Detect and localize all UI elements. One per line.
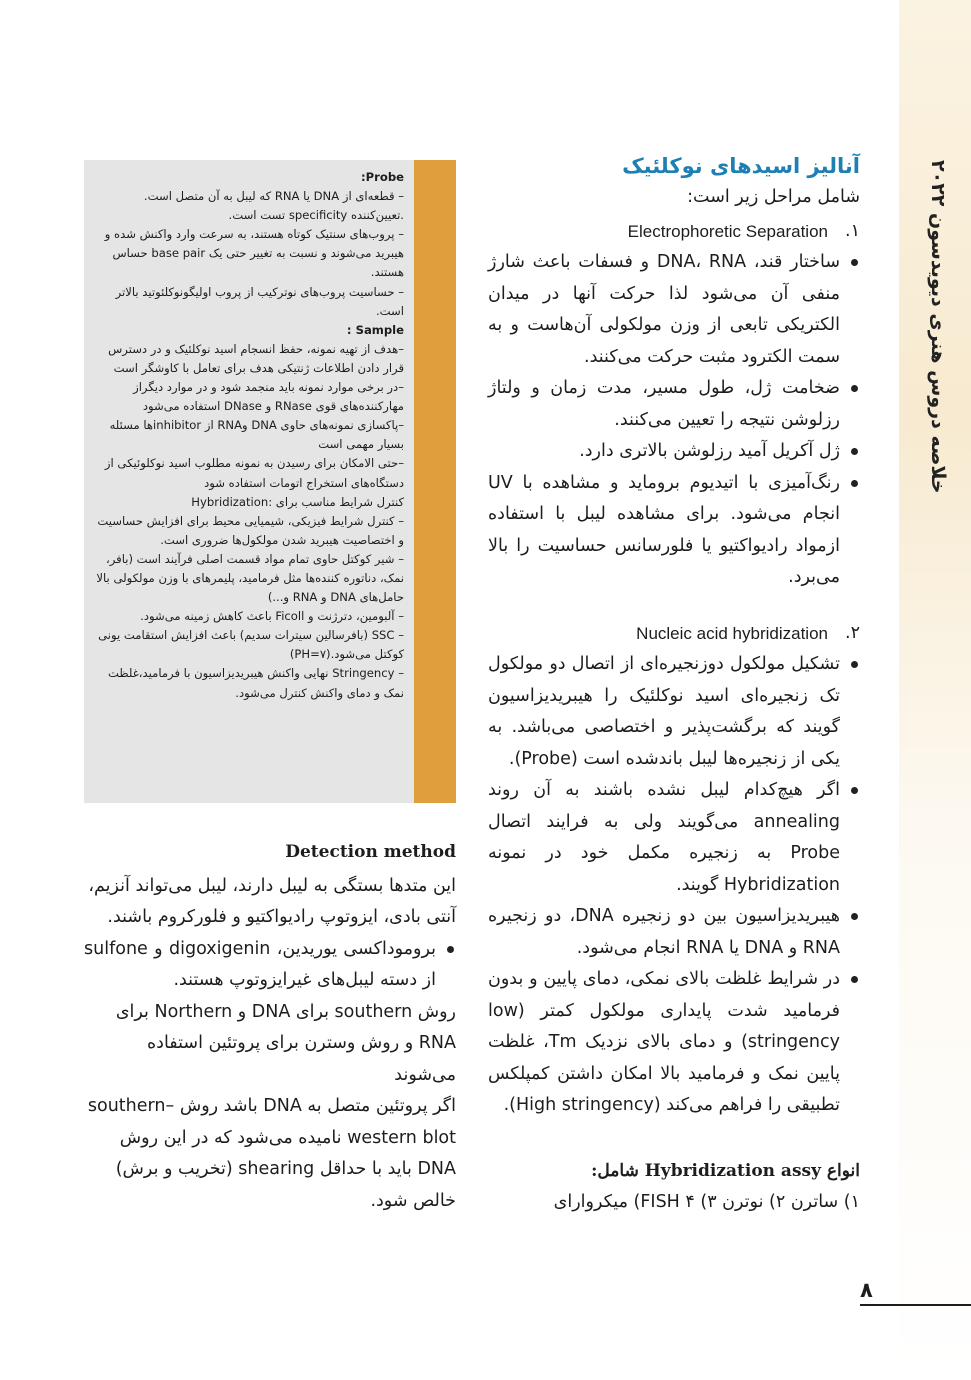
info-box	[84, 160, 456, 803]
bullet-list	[488, 247, 860, 594]
footer-rule	[860, 1304, 971, 1306]
box-line: کنترل شرایط مناسب برای :Hybridization	[191, 494, 404, 509]
section-title: آنالیز اسیدهای نوکلئیک	[622, 154, 860, 178]
detection-paragraph: روش southern برای DNA و Northern برای RNA و روش وسترن برای پروتئین استفاده می‌شوند	[115, 1001, 456, 1085]
types-list: ۱) ساترن ۲) نوترن ۳) FISH ۴) میکروارای	[553, 1192, 860, 1212]
box-line: – Stringency نهایی واکنش هیبریدیزاسیون با فرمامید،غلظت نمک و دمای واکنش کنترل می‌شود.	[107, 666, 404, 700]
box-line: –هدف از تهیه نمونه، حفظ انسجام اسید نوکلئیک و در دسترس قرار دادن اطلاعات ژنتیکی هدف برای تعامل با کاوشگر است	[108, 341, 404, 375]
box-line: – کنترل شرایط فیزیکی، شیمیایی محیط برای افزایش حساسیت و اختصاصیت هیبرید شدن مولکول‌ها ضروری است.	[97, 513, 404, 547]
bullet-list	[488, 649, 860, 1122]
box-accent-bar	[414, 160, 456, 803]
detection-paragraph: اگر پروتئین متصل به DNA باشد روش southern–western blot نامیده می‌شود که در این روش DNA باید با حداقل shearing (تخریب و برش) خالص شود.	[87, 1096, 456, 1211]
side-banner	[899, 0, 971, 1380]
step-title: Nucleic acid hybridization	[636, 623, 828, 643]
detection-intro: این متدها بستگی به لیبل دارند، لیبل می‌تواند آنزیم، آنتی بادی، ایزوتوپ رادیواکتیو و فلورکروم باشند.	[88, 875, 456, 927]
box-line: – حساسیت پروب‌های نوترکیب از پروب اولیگونوکلئوتید بالاتر است.	[115, 284, 404, 318]
book-title: خلاصه دروس هنری دیویدسون ۲۰۲۲	[927, 160, 949, 494]
box-line: – SSC (بافرسالین سیترات سدیم) باعث افزایش استقامت یونی کوکتل می‌شود.(PH=۷)	[98, 628, 404, 662]
box-line: –پاکسازی نمونه‌های حاوی DNA وRNA از inhibitorها مسئله بسیار مهمی است	[109, 418, 404, 452]
box-line: – پروب‌های سنتیک کوتاه هستند، به سرعت وارد واکنش شده و هیبرید می‌شوند و نسبت به تغییر حتی یک base pair حساس هستند.	[104, 227, 404, 280]
probe-heading: Probe:	[361, 170, 404, 184]
box-line: – شیر کوکتل حاوی تمام مواد قسمت اصلی فرآیند است (بافر، نمک، دناتوره کننده‌ها مثل فرمامید، پلیمرهای با وزن مولکولی بالا حامل‌های DNA و RNA و...)	[96, 551, 404, 605]
list-item: در شرایط غلظت بالای نمکی، دمای پایین و بدون فرمامید شدت پایداری مولکول کمتر (low stringency) و دمای بالای نزدیک Tm، غلظت پایین نمک و فرمامید بالا امکان داشتن کمپلکس تطبیقی را فراهم می‌کند (High stringency).	[488, 964, 840, 1122]
box-line: – آلبومین، دترژنت و Ficoll باعث کاهش زمینه می‌شود.	[140, 609, 404, 624]
list-item: هیبریدیزاسیون بین دو زنجیره DNA، دو زنجیره RNA و DNA یا RNA انجام می‌شود.	[488, 901, 840, 964]
intro-text: شامل مراحل زیر است:	[687, 187, 860, 207]
detection-title: Detection method	[285, 842, 456, 862]
list-item: ساختار قند، DNA، RNA و فسفات باعث شارژ منفی آن می‌شود لذا حرکت آنها در میدان الکتریکی تابعی از وزن مولکولی آن‌هاست و به سمت الکترود مثبت حرکت می‌کنند.	[488, 247, 840, 373]
main-column	[488, 150, 860, 1219]
step-number: ۱.	[845, 220, 860, 241]
box-line: –حتی الامکان برای رسیدن به نمونه مطلوب اسید نوکلوئیکی از دستگاه‌های استخراج اتومات استفاده شود	[104, 456, 404, 490]
step-number: ۲.	[845, 622, 860, 643]
step-heading	[488, 216, 860, 248]
list-item: رنگ‌آمیزی با اتیدیوم بروماید و مشاهده با UV انجام می‌شود. برای مشاهده لیبل با استفاده ازمواد رادیواکتیو یا فلورسانس حساسیت را بالا می‌برد.	[488, 468, 840, 594]
list-item: اگر هیچ‌کدام لیبل نشده باشند به آن روند annealing می‌گویند ولی به فرایند اتصال Probe به زنجیره مکمل خود در نمونه Hybridization گویند.	[488, 775, 840, 901]
list-item: ژل آکریل آمید رزلوشن بالاتری دارد.	[488, 436, 840, 468]
list-item: تشکیل مولکول دوزنجیره‌ای از اتصال دو مولکول تک زنجیره‌ای اسید نوکلئیک را هیبریدیزاسیون گویند که برگشت‌پذیر و اختصاصی می‌باشد. به یکی از زنجیره‌ها لیبل باندشده است (Probe).	[488, 649, 840, 775]
box-line: – قطعه‌ای از DNA یا RNA که لیبل به آن متصل است.	[143, 189, 404, 204]
step-heading	[488, 618, 860, 650]
box-line: –در برخی موارد نمونه باید منجمد شود و در موارد دیگراز مهارکننده‌های قوی RNase و DNase استفاده می‌شود	[133, 380, 404, 414]
types-title: انواع Hybridization assy شامل:	[591, 1160, 860, 1181]
list-item: ضخامت ژل، طول مسیر، مدت زمان و ولتاژ رزلوشن نتیجه را تعیین می‌کنند.	[488, 373, 840, 436]
box-line: .تعیین‌کننده specificity تست است.	[228, 208, 404, 223]
step-title: Electrophoretic Separation	[627, 221, 828, 241]
list-item: بروموداکسی یوریدین، digoxigenin و sulfone از دسته لیبل‌های غیرایزوتوپ هستند.	[84, 934, 436, 997]
sample-heading: Sample :	[346, 322, 404, 337]
info-box-content	[84, 160, 414, 803]
bullet-list	[84, 934, 456, 997]
detection-section	[84, 837, 456, 1217]
page-number: ۸	[860, 1278, 873, 1302]
